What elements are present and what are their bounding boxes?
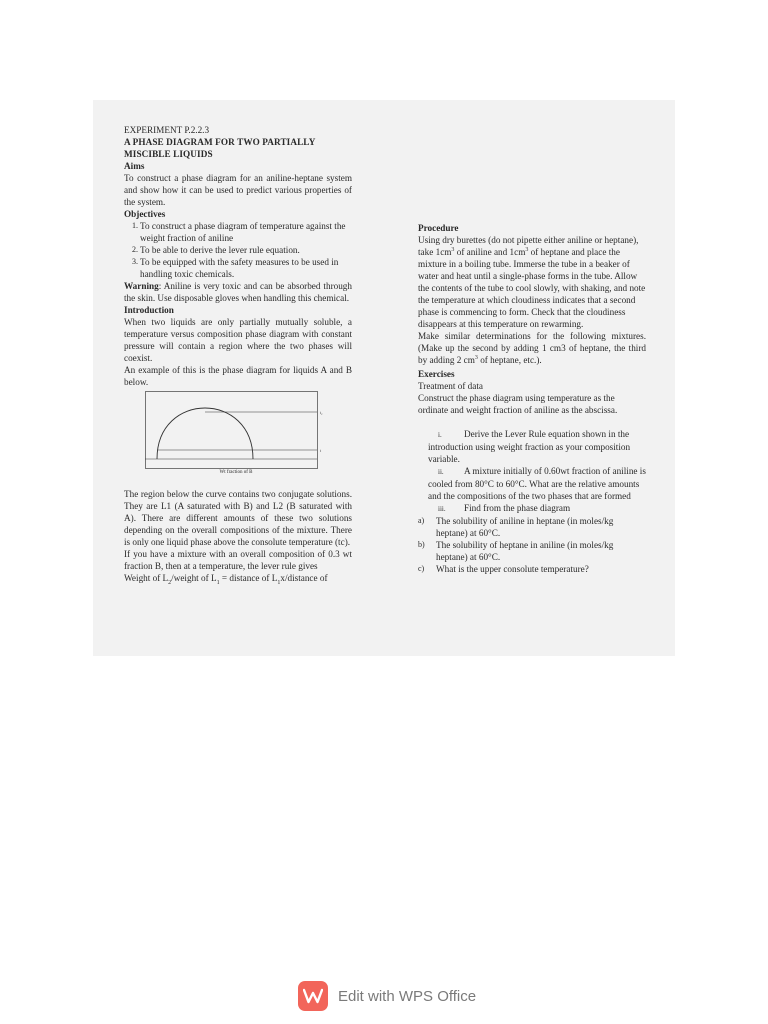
right-column xyxy=(418,222,646,575)
objectives-heading: Objectives xyxy=(124,209,166,219)
experiment-id: EXPERIMENT P.2.2.3 xyxy=(124,125,210,135)
warning-label: Warning xyxy=(124,281,159,291)
objective-item: 2. To be able to derive the lever rule equation. xyxy=(132,245,300,255)
title-line-2: MISCIBLE LIQUIDS xyxy=(124,149,213,159)
wps-logo-icon xyxy=(298,981,328,1011)
exercise-list xyxy=(428,428,646,515)
wps-edit-text[interactable]: Edit with WPS Office xyxy=(338,987,477,1005)
region-text: The region below the curve contains two conjugate solutions. They are L1 (A saturated with B) and L2 (B saturated with A). There are different amounts of these two solutions depending on the overall compositions of the mixture. There is only one liquid phase above the consolute temperature (tc). xyxy=(124,489,352,547)
treatment-text: Treatment of data xyxy=(418,381,483,391)
t-label: t xyxy=(320,448,322,453)
exercise-item: ii. A mixture initially of 0.60wt fraction of aniline is cooled from 80°C to 60°C. What are the relative amounts and the compositions of the two phases that are formed xyxy=(428,466,646,501)
similar-text: Make similar determinations for the following mixtures. (Make up the second by adding 1 cm3 of heptane, the third by adding 2 $cm^3$ of heptane, etc.). xyxy=(418,331,646,365)
exercises-heading: Exercises xyxy=(418,369,455,379)
objectives-list xyxy=(124,220,352,280)
exercise-item: i. Derive the Lever Rule equation shown in the introduction using weight fraction as your composition variable. xyxy=(428,429,631,464)
construct-text: Construct the phase diagram using temperature as the ordinate and weight fraction of aniline as the abscissa. xyxy=(418,393,618,415)
tc-label: $t_c$ xyxy=(320,410,323,416)
aims-text: To construct a phase diagram for an aniline-heptane system and show how it can be used to predict various properties of the system. xyxy=(124,173,352,207)
warning-text: : Aniline is very toxic and can be absorbed through the skin. Use disposable gloves when handling this chemical. xyxy=(124,281,352,303)
mixture-text: If you have a mixture with an overall composition of 0.3 wt fraction B, then at a temperature, the lever rule gives xyxy=(124,549,352,571)
title-line-1: A PHASE DIAGRAM FOR TWO PARTIALLY xyxy=(124,137,316,147)
exercise-item: iii. Find from the phase diagram xyxy=(438,503,571,513)
subquestion-item: a) The solubility of aniline in heptane (in moles/kg heptane) at 60°C. xyxy=(418,516,614,538)
left-column xyxy=(124,124,352,584)
objective-item: 3. To be equipped with the safety measures to be used in handling toxic chemicals. xyxy=(132,257,339,279)
figure-xlabel: Wt fraction of B xyxy=(219,470,253,475)
procedure-heading: Procedure xyxy=(418,223,459,233)
intro-text-1: When two liquids are only partially mutually soluble, a temperature versus composition phase diagram with constant pressure will contain a region where the two phases will coexist. xyxy=(124,317,352,363)
subquestion-item: c) What is the upper consolute temperature? xyxy=(418,564,589,574)
introduction-heading: Introduction xyxy=(124,305,174,315)
solubility-curve xyxy=(157,408,253,459)
aims-heading: Aims xyxy=(124,161,145,171)
objective-item: 1. To construct a phase diagram of temperature against the weight fraction of aniline xyxy=(132,221,346,243)
procedure-text: Using dry burettes (do not pipette either aniline or heptane), take $1cm^3$ of aniline and $1cm^3$ of heptane and place the mixture in a boiling tube. Immerse the tube in a beaker of water and heat until a single-phase forms in the tube. Allow the contents of the tube to cool slowly, with shaking, and note the temperature at which cloudiness indicates that a second phase is commencing to form. Check that the cloudiness disappears at this temperature on rewarming. xyxy=(418,235,646,329)
figure-frame xyxy=(146,392,318,469)
warning-paragraph xyxy=(124,280,352,304)
phase-diagram-figure xyxy=(145,391,327,469)
wps-edit-banner[interactable] xyxy=(298,980,488,1012)
subquestion-list xyxy=(418,515,646,575)
subquestion-item: b) The solubility of heptane in aniline (in moles/kg heptane) at 60°C. xyxy=(418,540,614,562)
lever-rule-text: Weight of $L_2$/weight of $L_1$ = distance of $L_1x$/distance of xyxy=(124,573,328,586)
intro-text-2: An example of this is the phase diagram for liquids A and B below. xyxy=(124,365,352,387)
